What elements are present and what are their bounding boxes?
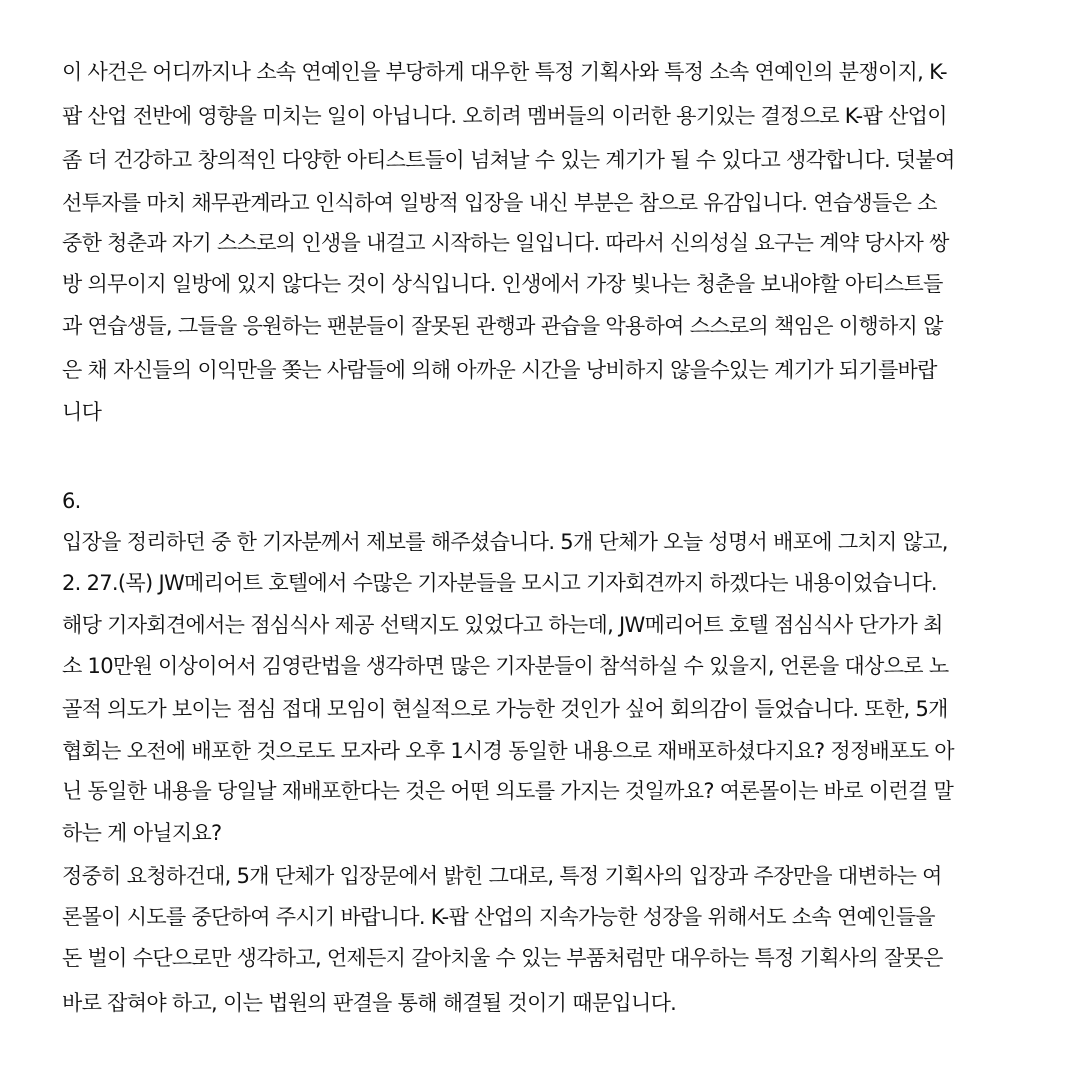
paragraph-line: 협회는 오전에 배포한 것으로도 모자라 오후 1시경 동일한 내용으로 재배포하셨다지요? 정정배포도 아 xyxy=(62,739,954,763)
paragraph-line: 정중히 요청하건대, 5개 단체가 입장문에서 밝힌 그대로, 특정 기획사의 입장과 주장만을 대변하는 여 xyxy=(62,864,942,888)
section-number: 6. xyxy=(62,489,81,513)
paragraph-line: 하는 게 아닐지요? xyxy=(62,821,222,845)
paragraph-line: 소 10만원 이상이어서 김영란법을 생각하면 많은 기자분들이 참석하실 수 있을지, 언론을 대상으로 노 xyxy=(62,654,949,678)
paragraph-line: 해당 기자회견에서는 점심식사 제공 선택지도 있었다고 하는데, JW메리어트 호텔 점심식사 단가가 최 xyxy=(62,613,943,637)
paragraph-line: 중한 청춘과 자기 스스로의 인생을 내걸고 시작하는 일입니다. 따라서 신의성실 요구는 계약 당사자 쌍 xyxy=(62,231,949,255)
paragraph-line: 니다 xyxy=(62,400,102,424)
paragraph-line: 은 채 자신들의 이익만을 쫒는 사람들에 의해 아까운 시간을 낭비하지 않을수있는 계기가 되기를바랍 xyxy=(62,358,937,382)
paragraph-line: 방 의무이지 일방에 있지 않다는 것이 상식입니다. 인생에서 가장 빛나는 청춘을 보내야할 아티스트들 xyxy=(62,272,943,296)
paragraph-line: 좀 더 건강하고 창의적인 다양한 아티스트들이 넘쳐날 수 있는 계기가 될 수 있다고 생각합니다. 덧붙여 xyxy=(62,148,955,172)
paragraph-line: 바로 잡혀야 하고, 이는 법원의 판결을 통해 해결될 것이기 때문입니다. xyxy=(62,991,677,1015)
paragraph-line: 2. 27.(목) JW메리어트 호텔에서 수많은 기자분들을 모시고 기자회견까지 하겠다는 내용이었습니다. xyxy=(62,571,937,595)
paragraph-line: 입장을 정리하던 중 한 기자분께서 제보를 해주셨습니다. 5개 단체가 오늘 성명서 배포에 그치지 않고, xyxy=(62,530,948,554)
paragraph-line: 선투자를 마치 채무관계라고 인식하여 일방적 입장을 내신 부분은 참으로 유감입니다. 연습생들은 소 xyxy=(62,191,937,215)
paragraph-line: 이 사건은 어디까지나 소속 연예인을 부당하게 대우한 특정 기획사와 특정 소속 연예인의 분쟁이지, K- xyxy=(62,60,947,84)
paragraph-line: 팝 산업 전반에 영향을 미치는 일이 아닙니다. 오히려 멤버들의 이러한 용기있는 결정으로 K-팝 산업이 xyxy=(62,104,947,128)
paragraph-line: 닌 동일한 내용을 당일날 재배포한다는 것은 어떤 의도를 가지는 것일까요? 여론몰이는 바로 이런걸 말 xyxy=(62,779,954,803)
paragraph-line: 돈 벌이 수단으로만 생각하고, 언제든지 갈아치울 수 있는 부품처럼만 대우하는 특정 기획사의 잘못은 xyxy=(62,946,943,970)
paragraph-line: 과 연습생들, 그들을 응원하는 팬분들이 잘못된 관행과 관습을 악용하여 스스로의 책임은 이행하지 않 xyxy=(62,314,943,338)
paragraph-line: 론몰이 시도를 중단하여 주시기 바랍니다. K-팝 산업의 지속가능한 성장을 위해서도 소속 연예인들을 xyxy=(62,905,935,929)
paragraph-line: 골적 의도가 보이는 점심 접대 모임이 현실적으로 가능한 것인가 싶어 회의감이 들었습니다. 또한, 5개 xyxy=(62,697,948,721)
